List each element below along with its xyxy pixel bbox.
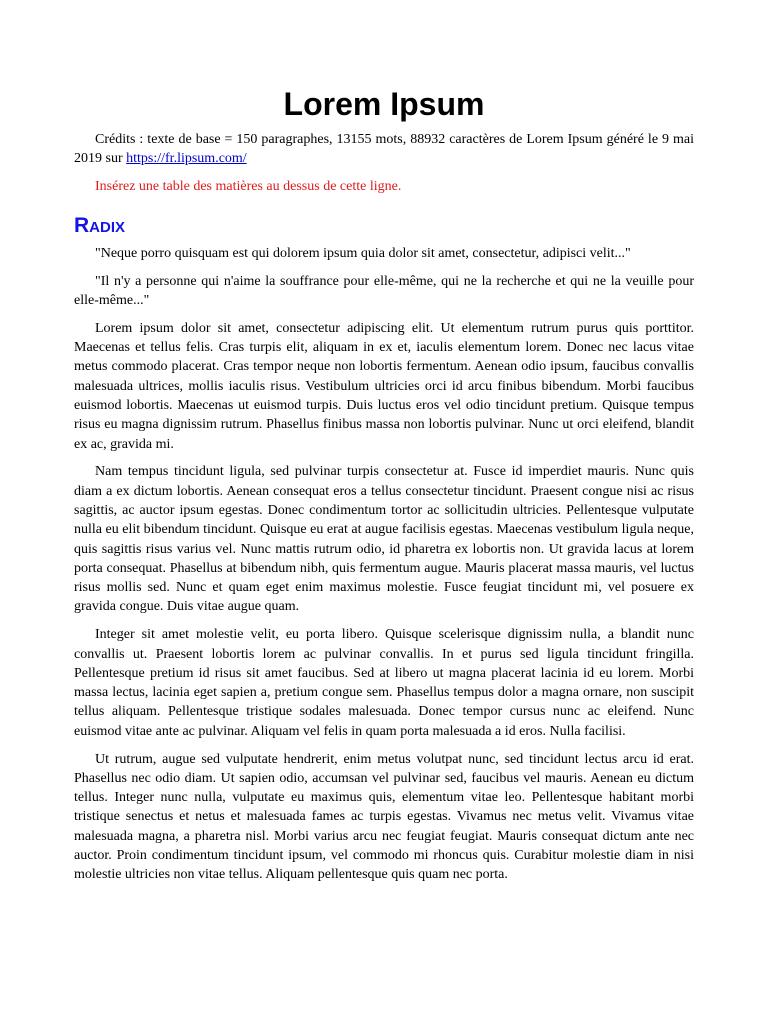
credits-paragraph [74, 130, 694, 169]
section-heading-radix: Radix [74, 213, 126, 237]
quote-french: "Il n'y a personne qui n'aime la souffrance pour elle-même, qui ne la recherche et qui ne la veuille pour elle-même..." [74, 273, 694, 308]
body-paragraph: Lorem ipsum dolor sit amet, consectetur adipiscing elit. Ut elementum rutrum purus quis porttitor. Maecenas et tellus felis. Cras turpis elit, aliquam in ex et, iaculis elementum lorem. Donec nec lacus vitae metus commodo placerat. Cras tempor neque non lobortis fermentum. Aenean odio ipsum, faucibus convallis malesuada ultrices, mollis iaculis risus. Vestibulum ultricies orci id arcu finibus bibendum. Morbi faucibus euismod lobortis. Maecenas ut euismod turpis. Duis luctus eros vel odio tincidunt pretium. Quisque tempus risus eu magna dignissim rutrum. Phasellus finibus massa non lobortis pulvinar. Nunc ut orci eleifend, blandit ex ac, gravida mi. [74, 320, 694, 452]
body-paragraph: Integer sit amet molestie velit, eu porta libero. Quisque scelerisque dignissim nulla, a blandit nunc convallis ut. Praesent lobortis lorem ac pulvinar convallis. In et purus sed ligula tincidunt fringilla. Pellentesque pretium id risus sit amet faucibus. Sed at libero ut magna placerat lacinia id eu lorem. Morbi massa lectus, lacinia eget sapien a, pretium congue sem. Phasellus tempus dolor a magna ornare, non suscipit tellus aliquam. Pellentesque tristique sodales malesuada. Donec tempor cursus nunc ac eleifend. Nunc euismod vitae ante ac pulvinar. Aliquam vel felis in quam porta malesuada a id eros. Nulla facilisi. [74, 627, 694, 739]
body-paragraph: Ut rutrum, augue sed vulputate hendrerit, enim metus volutpat nunc, sed tincidunt lectus arcu id erat. Phasellus nec odio diam. Ut sapien odio, accumsan vel pulvinar sed, faucibus vel mauris. Aenean eu dictum tellus. Integer nunc nulla, vulputate eu maximus quis, elementum vitae leo. Pellentesque habitant morbi tristique senectus et netus et malesuada fames ac turpis egestas. Vivamus nec metus velit. Vivamus vitae malesuada magna, a pharetra nisl. Morbi varius arcu nec feugiat feugiat. Mauris consequat dictum ante nec auctor. Proin condimentum tincidunt ipsum, vel commodo mi rhoncus quis. Curabitur molestie diam in nisi molestie ultricies non vitae tellus. Aliquam pellentesque quis quam nec porta. [74, 751, 694, 883]
toc-note: Insérez une table des matières au dessus de cette ligne. [95, 178, 402, 194]
quote-latin: "Neque porro quisquam est qui dolorem ipsum quia dolor sit amet, consectetur, adipisci velit..." [95, 245, 631, 261]
credits-text: Crédits : texte de base = 150 paragraphes, 13155 mots, 88932 caractères de Lorem Ipsum généré le 9 mai 2019 sur [74, 132, 694, 167]
document-page [74, 84, 694, 893]
lipsum-link[interactable]: https://fr.lipsum.com/ [126, 151, 247, 167]
document-title: Lorem Ipsum [283, 86, 485, 122]
body-paragraph: Nam tempus tincidunt ligula, sed pulvinar turpis consectetur at. Fusce id imperdiet mauris. Nunc quis diam a ex dictum lobortis. Aenean consequat eros a tellus consectetur tincidunt. Praesent congue nisi ac risus sagittis, ac auctor ipsum egestas. Donec condimentum tortor ac sollicitudin ultricies. Pellentesque vulputate nulla eu elit bibendum tincidunt. Quisque eu erat at augue facilisis egestas. Maecenas vestibulum ligula neque, quis sagittis risus varius vel. Nunc mattis rutrum odio, id pharetra ex lobortis non. Ut gravida lacus at lorem porta consequat. Phasellus at bibendum nibh, quis fermentum augue. Mauris placerat massa mauris, vel luctus risus mollis sed. Nunc et quam eget enim maximus molestie. Fusce feugiat tincidunt mi, vel posuere ex gravida congue. Duis vitae augue quam. [74, 464, 694, 615]
